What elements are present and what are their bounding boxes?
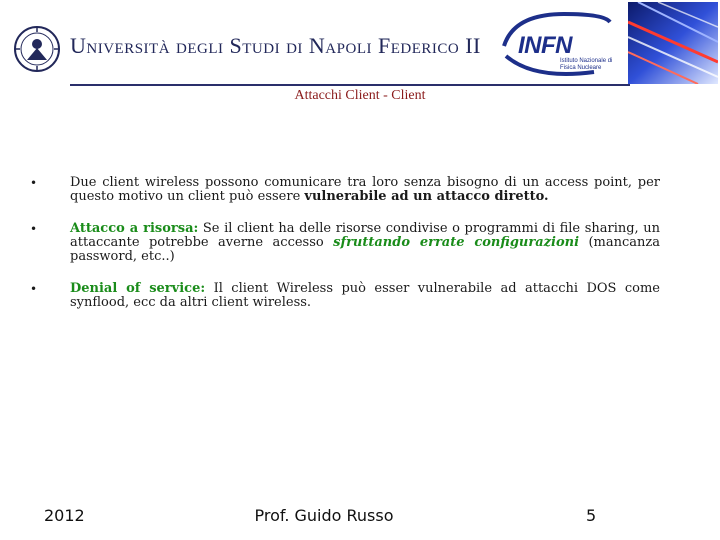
bullet-item <box>30 222 660 264</box>
bullet-text <box>70 176 660 204</box>
bullet-marker: • <box>30 282 38 296</box>
infn-logo <box>494 6 626 82</box>
bullet-marker: • <box>30 176 38 190</box>
university-seal-icon <box>14 26 60 72</box>
page-number: 5 <box>586 506 597 525</box>
slide-title: Attacchi Client - Client <box>294 88 426 103</box>
slide-header <box>0 0 720 90</box>
bullet-text <box>70 282 660 310</box>
footer-author: Prof. Guido Russo <box>254 506 394 525</box>
bullet-emphasis: vulnerabile ad un attacco diretto. <box>304 189 549 204</box>
footer-year: 2012 <box>44 506 85 525</box>
bullet-text-part: Due client wireless possono comunicare tra loro senza bisogno di un access point, per questo motivo un client può essere <box>70 175 660 204</box>
network-cables-image <box>628 2 718 84</box>
bullet-item <box>30 282 660 310</box>
infn-subtitle: Istituto Nazionale di Fisica Nucleare <box>560 58 613 71</box>
bullet-list <box>30 176 660 328</box>
university-name: Università degli Studi di Napoli Federico II <box>70 33 481 58</box>
bullet-term: Denial of service: <box>70 281 206 296</box>
infn-logo-text: INFN <box>518 32 572 59</box>
bullet-text <box>70 222 660 264</box>
bullet-emphasis: sfruttando errate configurazioni <box>333 235 580 250</box>
bullet-text-part: (mancanza password, etc..) <box>70 235 660 264</box>
bullet-item <box>30 176 660 204</box>
bullet-text-part: Se il client ha delle risorse condivise o programmi di file sharing, un attaccante potrebbe averne accesso <box>70 221 661 250</box>
bullet-marker: • <box>30 222 38 236</box>
bullet-term: Attacco a risorsa: <box>70 221 199 236</box>
bullet-text-part: Il client Wireless può esser vulnerabile ad attacchi DOS come synflood, ecc da altri client wireless. <box>70 281 660 310</box>
header-divider <box>70 84 630 86</box>
